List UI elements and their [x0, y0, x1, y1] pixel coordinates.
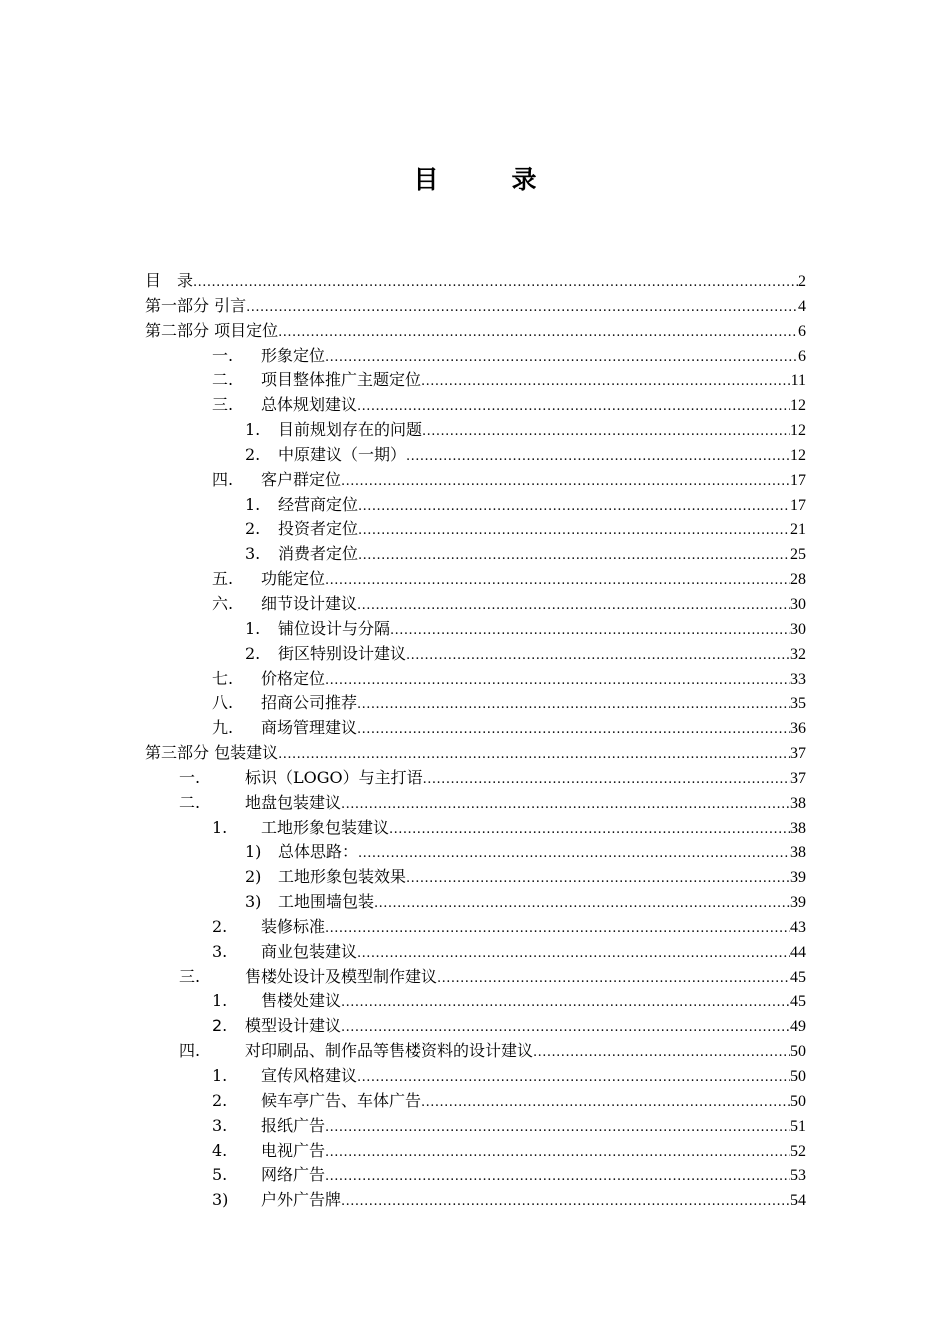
toc-entry[interactable]	[145, 766, 806, 791]
toc-entry-label: 形象定位	[261, 345, 326, 365]
toc-entry-page-number: 33	[790, 670, 806, 688]
toc-entry-page-number: 17	[790, 471, 806, 489]
toc-entry[interactable]	[145, 542, 806, 567]
toc-entry[interactable]	[145, 269, 806, 294]
toc-entry-number: 四.	[212, 469, 234, 489]
toc-dot-leader	[533, 1041, 790, 1066]
toc-entry-page-number: 50	[790, 1043, 806, 1061]
toc-entry-number: 2.	[245, 643, 261, 663]
toc-entry[interactable]	[145, 1163, 806, 1188]
toc-entry-label: 标识（LOGO）与主打语	[245, 767, 423, 787]
toc-entry-label: 招商公司推荐	[261, 693, 358, 713]
toc-entry[interactable]	[145, 592, 806, 617]
toc-entry-number: 1)	[245, 842, 262, 862]
toc-entry[interactable]	[145, 716, 806, 741]
toc-entry-label: 项目整体推广主题定位	[261, 370, 422, 390]
toc-entry-page-number: 12	[790, 422, 806, 440]
toc-dot-leader	[437, 967, 790, 992]
toc-entry-label: 中原建议（一期）	[278, 444, 407, 464]
toc-entry-label: 经营商定位	[278, 494, 359, 514]
toc-entry-label: 商场管理建议	[261, 718, 358, 738]
toc-dot-leader	[341, 1016, 790, 1041]
toc-entry-page-number: 39	[790, 894, 806, 912]
toc-entry-label: 模型设计建议	[245, 1016, 342, 1036]
toc-entry-page-number: 53	[790, 1167, 806, 1185]
toc-entry-page-number: 2	[798, 273, 806, 290]
toc-entry-label: 工地围墙包装	[278, 892, 375, 912]
toc-dot-leader	[390, 619, 790, 644]
toc-entry[interactable]	[145, 890, 806, 915]
toc-dot-leader	[278, 743, 790, 768]
toc-entry-page-number: 54	[790, 1192, 806, 1210]
toc-entry-page-number: 38	[790, 819, 806, 837]
toc-dot-leader	[406, 644, 790, 669]
toc-dot-leader	[406, 867, 790, 892]
toc-entry[interactable]	[145, 418, 806, 443]
toc-entry-label: 售楼处设计及模型制作建议	[245, 966, 438, 986]
toc-entry-number: 2.	[212, 916, 228, 936]
table-of-contents	[145, 269, 806, 1213]
toc-entry[interactable]	[145, 1014, 806, 1039]
toc-entry-number: 一.	[212, 345, 234, 365]
toc-dot-leader	[325, 1141, 790, 1166]
toc-dot-leader	[421, 370, 791, 395]
toc-entry-label: 街区特别设计建议	[278, 643, 407, 663]
toc-entry-page-number: 43	[790, 918, 806, 936]
toc-entry-page-number: 44	[790, 943, 806, 961]
toc-entry-number: 1.	[245, 420, 261, 440]
toc-entry-number: 八.	[212, 693, 234, 713]
toc-entry-number: 三.	[179, 966, 201, 986]
toc-entry-page-number: 37	[790, 769, 806, 787]
toc-entry-page-number: 51	[790, 1117, 806, 1135]
toc-entry-label: 总体思路：	[278, 842, 359, 862]
toc-entry[interactable]	[145, 1064, 806, 1089]
toc-entry-label: 功能定位	[261, 569, 326, 589]
toc-entry-label: 候车亭广告、车体广告	[261, 1090, 422, 1110]
toc-entry-number: 1.	[245, 618, 261, 638]
toc-entry-label: 目前规划存在的问题	[278, 420, 423, 440]
toc-entry-page-number: 52	[790, 1142, 806, 1160]
toc-entry-label: 网络广告	[261, 1165, 326, 1185]
toc-dot-leader	[423, 768, 790, 793]
toc-dot-leader	[358, 519, 790, 544]
toc-entry-page-number: 28	[790, 571, 806, 589]
toc-entry-page-number: 6	[798, 322, 806, 340]
toc-entry-label: 总体规划建议	[261, 395, 358, 415]
toc-entry-number: 1.	[245, 494, 261, 514]
toc-entry-label: 第二部分 项目定位	[145, 320, 279, 340]
toc-entry-number: 二.	[179, 792, 201, 812]
toc-entry[interactable]	[145, 741, 806, 766]
toc-entry[interactable]	[145, 468, 806, 493]
toc-entry-label: 细节设计建议	[261, 593, 358, 613]
toc-entry-number: 七.	[212, 668, 234, 688]
toc-entry-number: 4.	[212, 1140, 228, 1160]
toc-entry-number: 二.	[212, 370, 234, 390]
toc-entry[interactable]	[145, 1139, 806, 1164]
toc-entry[interactable]	[145, 344, 806, 369]
toc-entry-label: 工地形象包装效果	[278, 867, 407, 887]
toc-entry-number: 3)	[245, 892, 262, 912]
toc-dot-leader	[357, 718, 790, 743]
toc-entry-label: 商业包装建议	[261, 941, 358, 961]
toc-entry-label: 工地形象包装建议	[261, 817, 390, 837]
toc-dot-leader	[325, 669, 790, 694]
toc-entry[interactable]	[145, 517, 806, 542]
toc-entry-label: 价格定位	[261, 668, 326, 688]
toc-entry-label: 第一部分 引言	[145, 295, 247, 315]
toc-entry-page-number: 4	[798, 297, 806, 315]
toc-entry-number: 2.	[245, 519, 261, 539]
toc-entry-page-number: 38	[790, 844, 806, 862]
toc-entry-number: 1.	[212, 817, 228, 837]
toc-dot-leader	[341, 470, 790, 495]
toc-dot-leader	[341, 793, 790, 818]
toc-entry[interactable]	[145, 691, 806, 716]
toc-entry[interactable]	[145, 865, 806, 890]
toc-entry-page-number: 50	[790, 1092, 806, 1110]
toc-dot-leader	[357, 594, 790, 619]
toc-entry-label: 客户群定位	[261, 469, 342, 489]
toc-dot-leader	[193, 271, 798, 296]
toc-entry-label: 宣传风格建议	[261, 1066, 358, 1085]
toc-entry-number: 2.	[212, 1090, 228, 1110]
toc-entry-number: 1.	[212, 991, 228, 1011]
toc-entry-page-number: 36	[790, 720, 806, 738]
toc-entry-label: 铺位设计与分隔	[278, 618, 391, 638]
toc-entry-number: 3.	[212, 941, 228, 961]
toc-entry-label: 投资者定位	[278, 519, 359, 539]
toc-entry-number: 六.	[212, 593, 234, 613]
toc-entry-label: 对印刷品、制作品等售楼资料的设计建议	[245, 1041, 534, 1061]
toc-entry-number: 三.	[212, 395, 234, 415]
toc-entry-number: 九.	[212, 718, 234, 738]
toc-entry-label: 目 录	[145, 271, 194, 290]
toc-entry-label: 地盘包装建议	[245, 792, 342, 812]
toc-entry-page-number: 49	[790, 1018, 806, 1036]
toc-dot-leader	[421, 1091, 790, 1116]
toc-dot-leader	[358, 544, 790, 569]
toc-entry[interactable]	[145, 443, 806, 468]
toc-entry-number: 3.	[212, 1115, 228, 1135]
toc-entry-page-number: 30	[790, 620, 806, 638]
toc-dot-leader	[325, 569, 790, 594]
toc-dot-leader	[358, 495, 790, 520]
toc-entry-label: 户外广告牌	[261, 1190, 342, 1210]
toc-dot-leader	[357, 395, 790, 420]
toc-entry[interactable]	[145, 840, 806, 865]
toc-entry[interactable]	[145, 642, 806, 667]
toc-entry-label: 报纸广告	[261, 1115, 326, 1135]
toc-dot-leader	[325, 346, 798, 371]
toc-dot-leader	[374, 892, 790, 917]
toc-entry[interactable]	[145, 368, 806, 393]
toc-entry-number: 五.	[212, 569, 234, 589]
toc-entry-number: 1.	[212, 1066, 228, 1085]
toc-entry-number: 一.	[179, 767, 201, 787]
toc-entry[interactable]	[145, 567, 806, 592]
toc-entry-label: 消费者定位	[278, 544, 359, 564]
toc-entry-page-number: 38	[790, 794, 806, 812]
toc-entry-number: 四.	[179, 1041, 201, 1061]
toc-entry-page-number: 39	[790, 869, 806, 887]
toc-entry-page-number: 12	[790, 397, 806, 415]
toc-dot-leader	[389, 818, 790, 843]
toc-dot-leader	[357, 693, 790, 718]
toc-entry[interactable]	[145, 1039, 806, 1064]
toc-dot-leader	[358, 842, 790, 867]
toc-dot-leader	[357, 942, 790, 967]
toc-entry[interactable]	[145, 791, 806, 816]
toc-entry-page-number: 50	[790, 1068, 806, 1085]
toc-entry-number: 3)	[212, 1190, 229, 1210]
toc-entry-number: 3.	[245, 544, 261, 564]
page-title: 目 录	[413, 165, 561, 194]
toc-dot-leader	[325, 917, 790, 942]
toc-dot-leader	[341, 1190, 790, 1215]
toc-dot-leader	[246, 296, 798, 321]
toc-entry[interactable]	[145, 1188, 806, 1213]
toc-entry-number: 2.	[212, 1016, 228, 1036]
toc-entry[interactable]	[145, 965, 806, 990]
toc-entry[interactable]	[145, 617, 806, 642]
toc-dot-leader	[325, 1116, 790, 1141]
toc-dot-leader	[422, 420, 790, 445]
toc-entry-number: 5.	[212, 1165, 228, 1185]
toc-entry-page-number: 32	[790, 645, 806, 663]
toc-entry[interactable]	[145, 319, 806, 344]
toc-entry-label: 第三部分 包装建议	[145, 743, 279, 763]
toc-entry-page-number: 17	[790, 496, 806, 514]
toc-entry-label: 装修标准	[261, 916, 326, 936]
toc-entry[interactable]	[145, 915, 806, 940]
toc-entry[interactable]	[145, 667, 806, 692]
toc-dot-leader	[325, 1165, 790, 1190]
toc-entry-page-number: 25	[790, 546, 806, 564]
toc-dot-leader	[341, 991, 790, 1016]
toc-entry[interactable]	[145, 940, 806, 965]
toc-entry-page-number: 6	[798, 347, 806, 365]
toc-entry-page-number: 45	[790, 968, 806, 986]
toc-entry[interactable]	[145, 989, 806, 1014]
toc-entry-page-number: 30	[790, 595, 806, 613]
toc-entry-page-number: 12	[790, 446, 806, 464]
toc-entry[interactable]	[145, 493, 806, 518]
toc-entry-page-number: 11	[790, 372, 806, 390]
toc-entry-page-number: 21	[790, 521, 806, 539]
toc-entry-label: 售楼处建议	[261, 991, 342, 1011]
toc-entry-page-number: 37	[790, 745, 806, 763]
toc-entry[interactable]	[145, 393, 806, 418]
toc-entry-number: 2.	[245, 444, 261, 464]
toc-dot-leader	[357, 1066, 790, 1091]
toc-entry-page-number: 45	[790, 993, 806, 1011]
toc-entry-number: 2)	[245, 867, 262, 887]
toc-entry[interactable]	[145, 1089, 806, 1114]
toc-entry[interactable]	[145, 294, 806, 319]
toc-entry[interactable]	[145, 816, 806, 841]
toc-dot-leader	[278, 321, 798, 346]
toc-entry-label: 电视广告	[261, 1140, 326, 1160]
toc-entry[interactable]	[145, 1114, 806, 1139]
toc-entry-page-number: 35	[790, 695, 806, 713]
toc-dot-leader	[406, 445, 790, 470]
